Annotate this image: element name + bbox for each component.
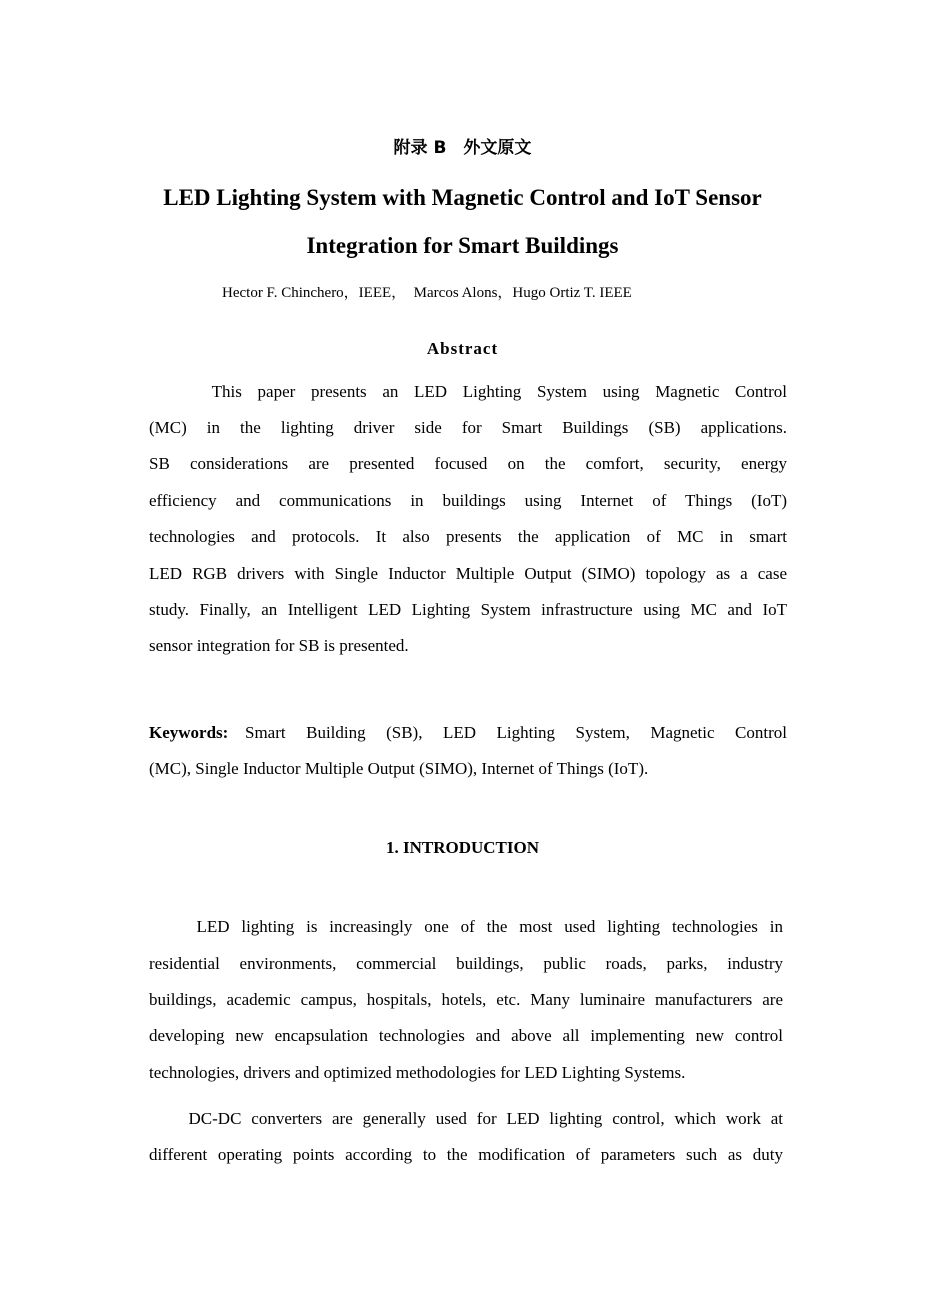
abstract-line: LED RGB drivers with Single Inductor Multiple Output (SIMO) topology as a case	[149, 564, 787, 583]
abstract-line: technologies and protocols. It also presents the application of MC in smart	[149, 527, 787, 546]
keywords-label: Keywords:	[149, 723, 229, 742]
intro-line: LED lighting is increasingly one of the most used lighting technologies in	[149, 917, 783, 936]
abstract-line: This paper presents an LED Lighting System using Magnetic Control	[149, 382, 787, 401]
abstract-line: sensor integration for SB is presented.	[149, 636, 409, 655]
intro-line: buildings, academic campus, hospitals, hotels, etc. Many luminaire manufacturers are	[149, 990, 783, 1009]
intro-line: different operating points according to the modification of parameters such as duty	[149, 1145, 783, 1164]
abstract-line: SB considerations are presented focused on the comfort, security, energy	[149, 454, 787, 473]
intro-line: DC-DC converters are generally used for LED lighting control, which work at	[149, 1109, 783, 1128]
abstract-line: efficiency and communications in buildings using Internet of Things (IoT)	[149, 491, 787, 510]
paper-title-line-2: Integration for Smart Buildings	[306, 233, 619, 258]
abstract-line: (MC) in the lighting driver side for Smart Buildings (SB) applications.	[149, 418, 787, 437]
paper-title-line-1: LED Lighting System with Magnetic Control and IoT Sensor	[163, 185, 762, 210]
intro-line: developing new encapsulation technologies and above all implementing new control	[149, 1026, 783, 1045]
abstract-line: study. Finally, an Intelligent LED Lighting System infrastructure using MC and IoT	[149, 600, 787, 619]
appendix-heading: 附录 B 外文原文	[393, 138, 532, 158]
section-heading: 1. INTRODUCTION	[385, 838, 540, 857]
keywords-line: Smart Building (SB), LED Lighting System, Magnetic Control	[245, 723, 787, 742]
authors: Hector F. Chinchero，IEEE， Marcos Alons，Hugo Ortiz T. IEEE	[222, 285, 632, 301]
abstract-heading: Abstract	[426, 339, 499, 358]
keywords-line: (MC), Single Inductor Multiple Output (SIMO), Internet of Things (IoT).	[149, 759, 649, 778]
intro-line: technologies, drivers and optimized methodologies for LED Lighting Systems.	[149, 1063, 686, 1082]
intro-line: residential environments, commercial buildings, public roads, parks, industry	[149, 954, 783, 973]
